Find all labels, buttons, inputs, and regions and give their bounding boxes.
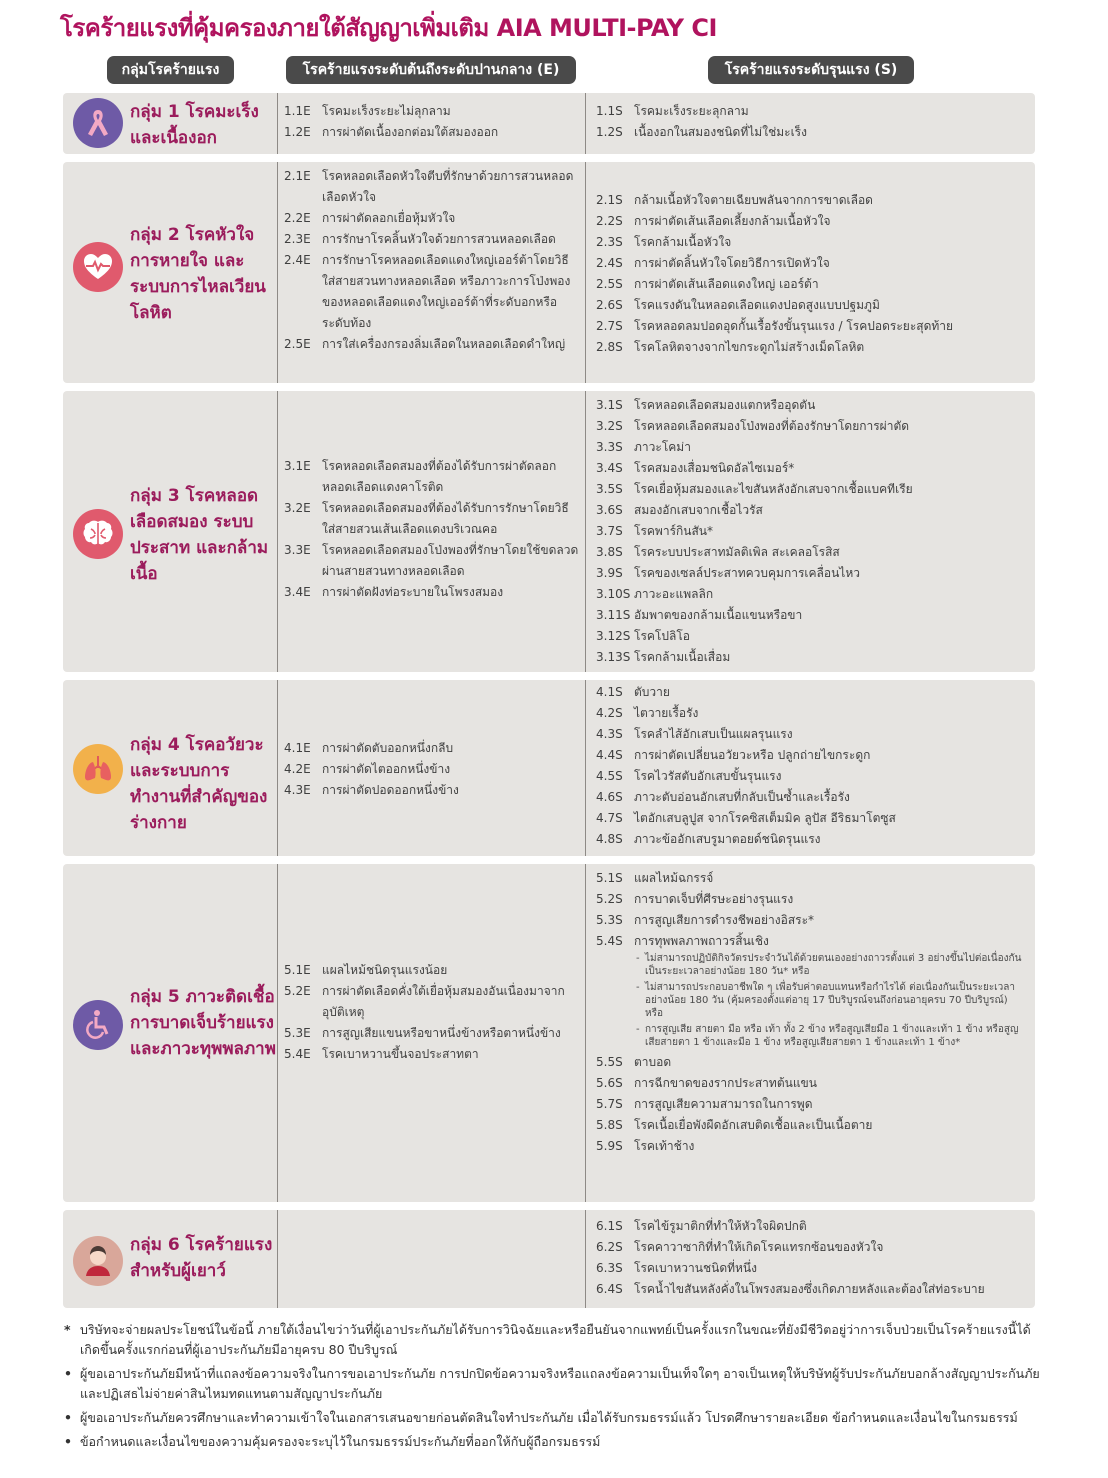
group-title: กลุ่ม 5 ภาวะติดเชื้อ การบาดเจ็บร้ายแรง และภาวะทุพพลภาพ: [130, 987, 276, 1059]
list-item: 3.9S โรคของเซลล์ประสาทควบคุมการเคลื่อนไหว: [596, 566, 860, 580]
group-title: กลุ่ม 3 โรคหลอดเลือดสมอง ระบบประสาท และกล้ามเนื้อ: [130, 486, 269, 584]
list-item: 3.10S ภาวะอะแพลลิก: [596, 587, 714, 601]
list-item: 2.3E การรักษาโรคลิ้นหัวใจด้วยการสวนหลอดเลือด: [284, 232, 556, 246]
list-item: 3.11S อัมพาตของกล้ามเนื้อแขนหรือขา: [596, 608, 803, 622]
list-item: 5.2S การบาดเจ็บที่ศีรษะอย่างรุนแรง: [596, 892, 794, 906]
list-item: 4.2S ไตวายเรื้อรัง: [596, 706, 699, 720]
list-item: 3.4S โรคสมองเสื่อมชนิดอัลไซเมอร์*: [596, 461, 795, 475]
column-divider: [585, 162, 586, 383]
list-item: 2.4S การผ่าตัดลิ้นหัวใจโดยวิธีการเปิดหัวใจ: [596, 256, 830, 270]
group-5-row: [63, 864, 1035, 1202]
severe-list: [596, 395, 1028, 668]
list-item: 4.7S ไตอักเสบลูปูส จากโรคซิสเต็มมิค ลูปัส อีริธมาโตซูส: [596, 811, 896, 825]
lungs-icon: [73, 744, 123, 794]
list-item: 5.4S การทุพพลภาพถาวรสิ้นเชิง: [596, 934, 769, 948]
list-item: 4.4S การผ่าตัดเปลี่ยนอวัยวะหรือ ปลูกถ่ายไขกระดูก: [596, 748, 871, 762]
column-divider: [277, 162, 278, 383]
list-item: 6.3S โรคเบาหวานชนิดที่หนึ่ง: [596, 1261, 757, 1275]
list-item: 5.1S แผลไหม้ฉกรรจ์: [596, 871, 714, 885]
list-item: 5.8S โรคเนื้อเยื่อพังผืดอักเสบติดเชื้อและเป็นเนื้อตาย: [596, 1118, 873, 1132]
early-list: [284, 738, 580, 801]
list-item: 3.1S โรคหลอดเลือดสมองแตกหรืออุดตัน: [596, 398, 816, 412]
list-item: 2.4E การรักษาโรคหลอดเลือดแดงใหญ่เออร์ต้าโดยวิธีใส่สายสวนทางหลอดเลือด หรือภาวะการโป่งพองของหลอดเลือดแดงใหญ่เออร์ต้าที่ระดับอกหรือระดับท้อง: [284, 253, 571, 330]
column-divider: [585, 680, 586, 856]
footnote: • ข้อกำหนดและเงื่อนไขของความคุ้มครองจะระบุไว้ในกรมธรรม์ประกันภัยที่ออกให้กับผู้ถือกรมธรรม์: [64, 1434, 601, 1449]
footnote: • ผู้ขอเอาประกันภัยควรศึกษาและทำความเข้าใจในเอกสารเสนอขายก่อนตัดสินใจทำประกันภัย เมื่อได้รับกรมธรรม์แล้ว โปรดศึกษารายละเอียด ข้อกำหนดและเงื่อนไขในกรมธรรม์: [64, 1410, 1018, 1425]
header-severe: โรคร้ายแรงระดับรุนแรง (S): [708, 56, 914, 84]
severe-list: [596, 868, 1028, 1157]
list-item: 3.2E โรคหลอดเลือดสมองที่ต้องได้รับการรักษาโดยวิธีใส่สายสวนเส้นเลือดแดงบริเวณคอ: [284, 501, 569, 536]
list-item: 3.2S โรคหลอดเลือดสมองโป่งพองที่ต้องรักษาโดยการผ่าตัด: [596, 419, 910, 433]
list-item: 3.7S โรคพาร์กินสัน*: [596, 524, 714, 538]
group-title: กลุ่ม 2 โรคหัวใจ การหายใจ และระบบการไหลเวียนโลหิต: [130, 225, 266, 323]
footnote: • ผู้ขอเอาประกันภัยมีหน้าที่แถลงข้อความจริงในการขอเอาประกันภัย การปกปิดข้อความจริงหรือแถลงข้อความเป็นเท็จใดๆ อาจเป็นเหตุให้บริษัทผู้รับประกันภัยบอกล้างสัญญาประกันภัยและปฏิเสธไม่จ่ายค่าสินไหมทดแทนตามสัญญาประกันภัย: [64, 1366, 1040, 1401]
list-item: 2.5S การผ่าตัดเส้นเลือดแดงใหญ่ เออร์ต้า: [596, 277, 819, 291]
list-item: 4.3E การผ่าตัดปอดออกหนึ่งข้าง: [284, 783, 459, 797]
list-item: 1.1E โรคมะเร็งระยะไม่ลุกลาม: [284, 104, 451, 118]
list-item: 3.3E โรคหลอดเลือดสมองโป่งพองที่รักษาโดยใช้ขดลวดผ่านสายสวนทางหลอดเลือด: [284, 543, 579, 578]
group-6-row: [63, 1210, 1035, 1308]
list-item: 4.6S ภาวะตับอ่อนอักเสบที่กลับเป็นซ้ำและเรื้อรัง: [596, 790, 850, 804]
list-item: 2.7S โรคหลอดลมปอดอุดกั้นเรื้อรังขั้นรุนแรง / โรคปอดระยะสุดท้าย: [596, 319, 954, 333]
list-item: 2.1E โรคหลอดเลือดหัวใจตีบที่รักษาด้วยการสวนหลอดเลือดหัวใจ: [284, 169, 574, 204]
sub-condition: - ไม่สามารถปฏิบัติกิจวัตรประจำวันได้ด้วยตนเองอย่างถาวรตั้งแต่ 3 อย่างขึ้นไปต่อเนื่องกันเป็นระยะเวลาอย่างน้อย 180 วัน* หรือ: [636, 953, 1022, 977]
severe-list: [596, 101, 1028, 143]
list-item: 2.2E การผ่าตัดลอกเยื่อหุ้มหัวใจ: [284, 211, 456, 225]
list-item: 4.2E การผ่าตัดไตออกหนึ่งข้าง: [284, 762, 451, 776]
list-item: 5.3S การสูญเสียการดำรงชีพอย่างอิสระ*: [596, 913, 815, 927]
severe-list: [596, 190, 1028, 358]
group-4-row: [63, 680, 1035, 856]
list-item: 4.8S ภาวะข้ออักเสบรูมาตอยด์ชนิดรุนแรง: [596, 832, 821, 846]
column-divider: [585, 1210, 586, 1308]
list-item: 3.8S โรคระบบประสาทมัลติเพิล สะเคลอโรสิส: [596, 545, 840, 559]
list-item: 5.6S การฉีกขาดของรากประสาทต้นแขน: [596, 1076, 817, 1090]
group-title: กลุ่ม 6 โรคร้ายแรงสำหรับผู้เยาว์: [130, 1235, 273, 1281]
list-item: 1.1S โรคมะเร็งระยะลุกลาม: [596, 104, 749, 118]
column-divider: [277, 93, 278, 154]
severe-list: [596, 682, 1028, 850]
group-2-row: [63, 162, 1035, 383]
list-item: 5.9S โรคเท้าช้าง: [596, 1139, 695, 1153]
list-item: 2.1S กล้ามเนื้อหัวใจตายเฉียบพลันจากการขาดเลือด: [596, 193, 873, 207]
header-group: กลุ่มโรคร้ายแรง: [107, 56, 234, 84]
list-item: 3.1E โรคหลอดเลือดสมองที่ต้องได้รับการผ่าตัดลอกหลอดเลือดแดงคาโรติด: [284, 459, 557, 494]
list-item: 5.4E โรคเบาหวานขึ้นจอประสาทตา: [284, 1047, 479, 1061]
list-item: 4.5S โรคไวรัสตับอักเสบขั้นรุนแรง: [596, 769, 782, 783]
list-item: 3.13S โรคกล้ามเนื้อเสื่อม: [596, 650, 731, 664]
list-item: 2.3S โรคกล้ามเนื้อหัวใจ: [596, 235, 732, 249]
list-item: 2.5E การใส่เครื่องกรองลิ่มเลือดในหลอดเลือดดำใหญ่: [284, 337, 566, 351]
list-item: 3.12S โรคโปลิโอ: [596, 629, 690, 643]
page-title: โรคร้ายแรงที่คุ้มครองภายใต้สัญญาเพิ่มเติม AIA MULTI-PAY CI: [60, 14, 717, 42]
brain-icon: [73, 509, 123, 559]
early-list: [284, 456, 580, 603]
severe-list: [596, 1216, 1028, 1300]
column-divider: [585, 391, 586, 672]
list-item: 5.7S การสูญเสียความสามารถในการพูด: [596, 1097, 813, 1111]
group-title: กลุ่ม 4 โรคอวัยวะและระบบการทำงานที่สำคัญของร่างกาย: [130, 735, 268, 833]
group-1-row: [63, 93, 1035, 154]
list-item: 3.3S ภาวะโคม่า: [596, 440, 691, 454]
footnote: * บริษัทจะจ่ายผลประโยชน์ในข้อนี้ ภายใต้เงื่อนไขว่าวันที่ผู้เอาประกันภัยได้รับการวินิจฉัยและหรือยืนยันจากแพทย์เป็นครั้งแรกในขณะที่ยังมีชีวิตอยู่ว่าการเจ็บป่วยเป็นโรคร้ายแรงนี้ได้เกิดขึ้นครั้งแรกก่อนที่ผู้เอาประกันภัยมีอายุครบ 80 ปีบริบูรณ์: [64, 1322, 1031, 1357]
column-divider: [277, 391, 278, 672]
list-item: 2.8S โรคโลหิตจางจากไขกระดูกไม่สร้างเม็ดโลหิต: [596, 340, 865, 354]
sub-condition: - ไม่สามารถประกอบอาชีพใด ๆ เพื่อรับค่าตอบแทนหรือกำไรได้ ต่อเนื่องกันเป็นระยะเวลาอย่างน้อย 180 วัน (คุ้มครองตั้งแต่อายุ 17 ปีบริบูรณ์จนถึงก่อนอายุครบ 70 ปีบริบูรณ์) หรือ: [636, 982, 1015, 1019]
column-divider: [277, 680, 278, 856]
column-divider: [277, 1210, 278, 1308]
heart-pulse-icon: [73, 242, 123, 292]
list-item: 3.5S โรคเยื่อหุ้มสมองและไขสันหลังอักเสบจากเชื้อแบคทีเรีย: [596, 482, 913, 496]
early-list: [284, 960, 580, 1065]
list-item: 5.1E แผลไหม้ชนิดรุนแรงน้อย: [284, 963, 448, 977]
list-item: 1.2E การผ่าตัดเนื้องอกต่อมใต้สมองออก: [284, 125, 499, 139]
list-item: 4.1E การผ่าตัดตับออกหนึ่งกลีบ: [284, 741, 454, 755]
list-item: 6.4S โรคน้ำไขสันหลังคั่งในโพรงสมองซึ่งเกิดภายหลังและต้องใส่ท่อระบาย: [596, 1282, 985, 1296]
early-list: [284, 101, 580, 143]
column-divider: [277, 864, 278, 1202]
cancer-ribbon-icon: [73, 98, 123, 148]
list-item: 1.2S เนื้องอกในสมองชนิดที่ไม่ใช่มะเร็ง: [596, 125, 807, 139]
early-list: [284, 166, 580, 355]
list-item: 6.1S โรคไข้รูมาติกที่ทำให้หัวใจผิดปกติ: [596, 1219, 807, 1233]
column-divider: [585, 864, 586, 1202]
list-item: 2.2S การผ่าตัดเส้นเลือดเลี้ยงกล้ามเนื้อหัวใจ: [596, 214, 831, 228]
list-item: 6.2S โรคคาวาซากิที่ทำให้เกิดโรคแทรกซ้อนของหัวใจ: [596, 1240, 884, 1254]
header-early: โรคร้ายแรงระดับต้นถึงระดับปานกลาง (E): [286, 56, 576, 84]
footnotes: [64, 1320, 1048, 1456]
list-item: 5.3E การสูญเสียแขนหรือขาหนึ่งข้างหรือตาหนึ่งข้าง: [284, 1026, 561, 1040]
list-item: 5.5S ตาบอด: [596, 1055, 672, 1069]
list-item: 2.6S โรคแรงดันในหลอดเลือดแดงปอดสูงแบบปฐมภูมิ: [596, 298, 880, 312]
group-3-row: [63, 391, 1035, 672]
child-icon: [73, 1236, 123, 1286]
sub-condition: - การสูญเสีย สายตา มือ หรือ เท้า ทั้ง 2 ข้าง หรือสูญเสียมือ 1 ข้างและเท้า 1 ข้าง หรือสูญเสียสายตา 1 ข้างและมือ 1 ข้าง หรือสูญเสียสายตา 1 ข้างและเท้า 1 ข้าง*: [636, 1024, 1019, 1048]
group-title: กลุ่ม 1 โรคมะเร็งและเนื้องอก: [130, 102, 259, 148]
column-divider: [585, 93, 586, 154]
list-item: 4.3S โรคลำไส้อักเสบเป็นแผลรุนแรง: [596, 727, 793, 741]
list-item: 4.1S ตับวาย: [596, 685, 670, 699]
list-item: 3.6S สมองอักเสบจากเชื้อไวรัส: [596, 503, 763, 517]
list-item: 3.4E การผ่าตัดฝังท่อระบายในโพรงสมอง: [284, 585, 504, 599]
wheelchair-icon: [73, 1000, 123, 1050]
list-item: 5.2E การผ่าตัดเลือดคั่งใต้เยื่อหุ้มสมองอันเนื่องมาจากอุบัติเหตุ: [284, 984, 565, 1019]
